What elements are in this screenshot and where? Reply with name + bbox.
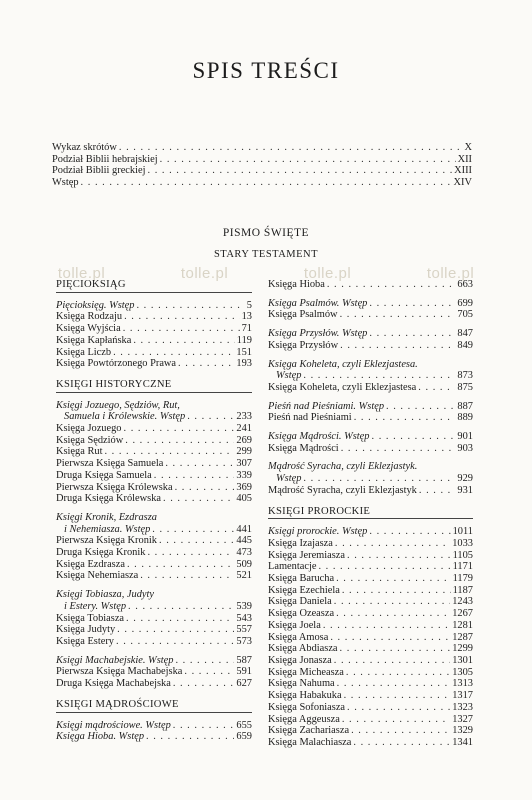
toc-entry[interactable] bbox=[56, 636, 252, 648]
toc-entry-label: Księga Sędziów bbox=[56, 434, 124, 446]
toc-entry[interactable] bbox=[56, 678, 252, 690]
toc-block bbox=[268, 328, 473, 351]
toc-entry[interactable] bbox=[56, 411, 252, 423]
leader-dots bbox=[159, 535, 234, 547]
toc-entry[interactable] bbox=[56, 335, 252, 347]
watermark-text: tolle.pl bbox=[426, 265, 475, 282]
toc-entry-page: 875 bbox=[457, 381, 473, 393]
toc-entry-label: Pięcioksięg. Wstęp bbox=[56, 299, 135, 311]
toc-entry-page: 1011 bbox=[452, 526, 473, 538]
leader-dots bbox=[344, 690, 451, 702]
leader-dots bbox=[148, 165, 453, 177]
toc-entry-page: 903 bbox=[457, 442, 473, 454]
leader-dots bbox=[347, 702, 450, 714]
toc-entry[interactable] bbox=[56, 624, 252, 636]
toc-entry-label: Księga Nahuma bbox=[268, 678, 335, 690]
toc-entry[interactable] bbox=[268, 382, 473, 394]
toc-entry-page: 663 bbox=[457, 279, 473, 290]
toc-entry-label: Pierwsza Księga Machabejska bbox=[56, 666, 183, 678]
leader-dots bbox=[323, 620, 450, 632]
leader-dots bbox=[128, 601, 234, 613]
toc-block bbox=[56, 720, 252, 743]
leader-dots bbox=[127, 559, 234, 571]
toc-entry-page: 889 bbox=[457, 412, 473, 424]
toc-block bbox=[56, 300, 252, 370]
leader-dots bbox=[117, 624, 234, 636]
toc-entry-label: Pierwsza Księga Kronik bbox=[56, 535, 157, 547]
toc-entry[interactable] bbox=[56, 470, 252, 482]
toc-block bbox=[56, 512, 252, 582]
toc-entry-label: Księga Przysłów. Wstęp bbox=[268, 328, 368, 340]
toc-entry-label: Księga Abdiasza bbox=[268, 643, 338, 655]
prelim-list bbox=[52, 142, 472, 188]
toc-entry-page: 1281 bbox=[452, 619, 473, 631]
toc-entry[interactable] bbox=[268, 279, 473, 291]
toc-entry[interactable] bbox=[268, 328, 473, 340]
toc-entry-label: Księga Joela bbox=[268, 619, 321, 631]
toc-entry-label: Księgi Machabejskie. Wstęp bbox=[56, 654, 174, 666]
toc-entry-page: 705 bbox=[457, 309, 473, 321]
leader-dots bbox=[187, 411, 234, 423]
leader-dots bbox=[340, 309, 456, 321]
toc-entry-page: 1267 bbox=[452, 608, 473, 620]
toc-entry-page: 539 bbox=[236, 600, 252, 612]
toc-entry[interactable] bbox=[268, 473, 473, 485]
leader-dots bbox=[165, 458, 234, 470]
toc-entry-label: Księga Daniela bbox=[268, 596, 332, 608]
toc-entry-line bbox=[268, 359, 473, 371]
toc-rows bbox=[268, 382, 473, 394]
toc-entry[interactable] bbox=[268, 340, 473, 352]
toc-entry-line bbox=[268, 461, 473, 473]
toc-entry-label: Księgi prorockie. Wstęp bbox=[268, 526, 368, 538]
section-heading-prorockie: KSIĘGI PROROCKIE bbox=[268, 506, 473, 520]
toc-entry[interactable] bbox=[268, 667, 473, 679]
watermark-text: tolle.pl bbox=[57, 265, 106, 282]
toc-entry-label: Księga Powtórzonego Prawa bbox=[56, 358, 177, 370]
toc-entry-label: Księgi Jozuego, Sędziów, Rut, bbox=[56, 399, 180, 411]
toc-entry[interactable] bbox=[52, 142, 472, 154]
leader-dots bbox=[369, 298, 455, 310]
leader-dots bbox=[303, 473, 455, 485]
toc-entry-page: XIII bbox=[454, 165, 472, 177]
toc-entry[interactable] bbox=[52, 154, 472, 166]
toc-entry-page: 849 bbox=[457, 339, 473, 351]
toc-rows bbox=[56, 535, 252, 582]
leader-dots bbox=[336, 573, 451, 585]
toc-entry-label: Księga Barucha bbox=[268, 573, 335, 585]
toc-entry[interactable] bbox=[56, 601, 252, 613]
leader-dots bbox=[351, 725, 450, 737]
toc-entry[interactable] bbox=[268, 620, 473, 632]
toc-entry-page: 241 bbox=[236, 423, 252, 435]
toc-entry-line bbox=[56, 512, 252, 524]
toc-entry-page: 699 bbox=[457, 297, 473, 309]
toc-entry[interactable] bbox=[268, 690, 473, 702]
toc-entry-label: Lamentacje bbox=[268, 561, 317, 573]
toc-entry-page: 71 bbox=[241, 323, 252, 335]
toc-entry-label: Księga Hioba bbox=[268, 279, 325, 290]
toc-entry[interactable] bbox=[268, 573, 473, 585]
toc-entry-page: 1313 bbox=[452, 678, 473, 690]
leader-dots bbox=[175, 482, 235, 494]
leader-dots bbox=[152, 524, 234, 536]
toc-entry[interactable] bbox=[56, 300, 252, 312]
toc-entry-page: 887 bbox=[457, 400, 473, 412]
toc-entry[interactable] bbox=[268, 485, 473, 497]
toc-block bbox=[56, 655, 252, 690]
toc-entry-label: Księga Ezdrasza bbox=[56, 558, 125, 570]
toc-entry-label: Druga Księga Kronik bbox=[56, 547, 146, 559]
toc-entry[interactable] bbox=[268, 608, 473, 620]
toc-rows bbox=[56, 423, 252, 505]
toc-entry[interactable] bbox=[268, 412, 473, 424]
toc-entry[interactable] bbox=[268, 370, 473, 382]
toc-entry-page: 441 bbox=[236, 523, 252, 535]
toc-entry-page: 901 bbox=[457, 431, 473, 443]
leader-dots bbox=[335, 538, 450, 550]
toc-entry-page: 1243 bbox=[452, 596, 473, 608]
toc-entry-label: Druga Księga Królewska bbox=[56, 493, 162, 505]
toc-entry-label: Księgi mądrościowe. Wstęp bbox=[56, 719, 171, 731]
toc-entry[interactable] bbox=[56, 613, 252, 625]
toc-entry-page: 627 bbox=[236, 678, 252, 690]
toc-entry-page: 405 bbox=[236, 493, 252, 505]
toc-entry-page: 119 bbox=[236, 334, 252, 346]
toc-entry[interactable] bbox=[268, 309, 473, 321]
toc-entry-label: Druga Księga Machabejska bbox=[56, 678, 171, 690]
toc-entry-label: Podział Biblii greckiej bbox=[52, 165, 146, 177]
leader-dots bbox=[133, 335, 234, 347]
toc-entry[interactable] bbox=[268, 298, 473, 310]
leader-dots bbox=[418, 382, 455, 394]
toc-entry-label: Księga Izajasza bbox=[268, 537, 333, 549]
toc-block bbox=[268, 431, 473, 454]
leader-dots bbox=[334, 596, 450, 608]
toc-entry[interactable] bbox=[56, 311, 252, 323]
leader-dots bbox=[173, 678, 235, 690]
toc-entry-page: 659 bbox=[236, 731, 252, 743]
toc-entry-label: Wstęp bbox=[276, 370, 302, 382]
leader-dots bbox=[173, 720, 235, 732]
toc-entry[interactable] bbox=[56, 493, 252, 505]
leader-dots bbox=[340, 340, 455, 352]
toc-entry[interactable] bbox=[56, 435, 252, 447]
toc-entry[interactable] bbox=[268, 596, 473, 608]
leader-dots bbox=[116, 636, 234, 648]
toc-entry-label: Księga Ozeasza bbox=[268, 608, 335, 620]
toc-entry-page: 873 bbox=[457, 370, 473, 382]
toc-entry[interactable] bbox=[268, 737, 473, 749]
toc-entry-label: Księga Psalmów bbox=[268, 309, 338, 321]
toc-entry[interactable] bbox=[56, 458, 252, 470]
toc-entry-label: Księga Sofoniasza bbox=[268, 701, 346, 713]
toc-entry-page: 587 bbox=[236, 654, 252, 666]
pismo-swiete-heading: PISMO ŚWIĘTE bbox=[222, 227, 310, 239]
toc-entry-label: Księga Kapłańska bbox=[56, 334, 132, 346]
toc-entry-label: Księga Micheasza bbox=[268, 666, 344, 678]
toc-block bbox=[268, 298, 473, 321]
watermark-text: tolle.pl bbox=[180, 265, 229, 282]
toc-block bbox=[268, 526, 473, 748]
toc-entry-page: 269 bbox=[236, 434, 252, 446]
toc-entry[interactable] bbox=[268, 401, 473, 413]
toc-entry-label: Księga Judyty bbox=[56, 624, 116, 636]
toc-entry-label: Księga Habakuka bbox=[268, 690, 342, 702]
toc-entry-page: 473 bbox=[236, 547, 252, 559]
toc-entry-label: Księga Hioba. Wstęp bbox=[56, 731, 145, 743]
toc-entry[interactable] bbox=[268, 702, 473, 714]
toc-entry-label: Księga Rodzaju bbox=[56, 311, 123, 323]
toc-block bbox=[56, 400, 252, 505]
toc-entry-label: Pieśń nad Pieśniami. Wstęp bbox=[268, 400, 385, 412]
leader-dots bbox=[160, 154, 456, 166]
toc-entry-label: Podział Biblii hebrajskiej bbox=[52, 153, 158, 165]
toc-entry-label: Księga Koheleta, czyli Eklezjastesa. bbox=[268, 358, 418, 370]
toc-entry[interactable] bbox=[268, 725, 473, 737]
toc-entry-page: 1323 bbox=[452, 701, 473, 713]
toc-block bbox=[268, 461, 473, 496]
toc-entry[interactable] bbox=[56, 655, 252, 667]
section-heading-madrosciowe: KSIĘGI MĄDROŚCIOWE bbox=[56, 699, 252, 713]
toc-entry-line bbox=[56, 400, 252, 412]
toc-entry-label: Wstęp bbox=[52, 176, 79, 188]
toc-entry-page: 5 bbox=[246, 299, 252, 311]
toc-entry[interactable] bbox=[52, 177, 472, 189]
leader-dots bbox=[353, 737, 450, 749]
toc-entry-page: 13 bbox=[241, 311, 252, 323]
toc-block bbox=[56, 589, 252, 648]
toc-entry-page: 1317 bbox=[452, 690, 473, 702]
leader-dots bbox=[342, 714, 450, 726]
leader-dots bbox=[146, 731, 234, 743]
toc-entry-label: Księga Nehemiasza bbox=[56, 570, 139, 582]
toc-entry[interactable] bbox=[56, 720, 252, 732]
toc-entry-label: Księga Zachariasza bbox=[268, 725, 350, 737]
toc-entry[interactable] bbox=[268, 538, 473, 550]
toc-entry-label: Księga Wyjścia bbox=[56, 323, 121, 335]
section-heading-pieciksiag: PIĘCIOKSIĄG bbox=[56, 279, 252, 293]
toc-entry-label: Księgi Tobiasza, Judyty bbox=[56, 589, 155, 601]
toc-entry-line bbox=[56, 589, 252, 601]
leader-dots bbox=[334, 655, 450, 667]
toc-entry-page: 543 bbox=[236, 612, 252, 624]
leader-dots bbox=[337, 678, 451, 690]
toc-entry[interactable] bbox=[56, 570, 252, 582]
leader-dots bbox=[126, 613, 234, 625]
toc-entry[interactable] bbox=[268, 643, 473, 655]
toc-block bbox=[268, 359, 473, 394]
leader-dots bbox=[372, 431, 456, 443]
watermark-text: tolle.pl bbox=[303, 265, 352, 282]
toc-entry-label: Księga Mądrości. Wstęp bbox=[268, 431, 370, 443]
toc-entry-page: 307 bbox=[236, 458, 252, 470]
toc-entry-page: 1179 bbox=[452, 573, 473, 585]
toc-entry-page: 369 bbox=[236, 481, 252, 493]
leader-dots bbox=[178, 358, 234, 370]
leader-dots bbox=[147, 547, 234, 559]
toc-entry-label: Pieśń nad Pieśniami bbox=[268, 412, 352, 424]
toc-entry-page: 1033 bbox=[452, 537, 473, 549]
toc-entry[interactable] bbox=[268, 561, 473, 573]
toc-entry-label: Wykaz skrótów bbox=[52, 142, 117, 153]
page-title: SPIS TREŚCI bbox=[192, 58, 340, 83]
toc-entry[interactable] bbox=[56, 423, 252, 435]
toc-entry-label: Pierwsza Księga Samuela bbox=[56, 458, 164, 470]
toc-entry[interactable] bbox=[268, 678, 473, 690]
leader-dots bbox=[369, 526, 450, 538]
toc-entry[interactable] bbox=[56, 524, 252, 536]
leader-dots bbox=[140, 570, 234, 582]
toc-entry-label: Księga Przysłów bbox=[268, 339, 339, 351]
toc-entry-label: Księga Jonasza bbox=[268, 654, 332, 666]
leader-dots bbox=[419, 485, 456, 497]
leader-dots bbox=[341, 443, 456, 455]
toc-entry[interactable] bbox=[56, 535, 252, 547]
toc-entry-label: Samuela i Królewskie. Wstęp bbox=[64, 411, 186, 423]
toc-entry-page: X bbox=[464, 142, 472, 153]
leader-dots bbox=[342, 585, 451, 597]
toc-entry-label: Mądrość Syracha, czyli Eklezjastyk bbox=[268, 484, 417, 496]
toc-entry-label: i Estery. Wstęp bbox=[64, 600, 127, 612]
toc-entry-page: 929 bbox=[457, 473, 473, 485]
toc-entry-page: 655 bbox=[236, 719, 252, 731]
toc-entry[interactable] bbox=[268, 714, 473, 726]
toc-entry-label: Pierwsza Księga Królewska bbox=[56, 481, 173, 493]
leader-dots bbox=[336, 608, 450, 620]
toc-entry-page: 1305 bbox=[452, 666, 473, 678]
toc-rows bbox=[56, 613, 252, 648]
toc-entry[interactable] bbox=[268, 443, 473, 455]
leader-dots bbox=[369, 328, 455, 340]
toc-entry-label: Księga Malachiasza bbox=[268, 736, 352, 748]
toc-block bbox=[268, 401, 473, 424]
toc-entry-page: 509 bbox=[236, 558, 252, 570]
toc-entry-page: 591 bbox=[236, 666, 252, 678]
toc-entry-label: Księga Jozuego bbox=[56, 423, 122, 435]
toc-entry-page: 1171 bbox=[452, 561, 473, 573]
toc-entry[interactable] bbox=[56, 446, 252, 458]
toc-entry[interactable] bbox=[268, 655, 473, 667]
toc-entry-label: Księga Amosa bbox=[268, 631, 329, 643]
leader-dots bbox=[318, 561, 450, 573]
toc-entry[interactable] bbox=[268, 526, 473, 538]
toc-entry-label: i Nehemiasza. Wstęp bbox=[64, 523, 151, 535]
leader-dots bbox=[123, 323, 240, 335]
toc-entry-label: Księga Estery bbox=[56, 635, 114, 647]
toc-entry-page: 1327 bbox=[452, 713, 473, 725]
toc-entry[interactable] bbox=[56, 559, 252, 571]
toc-entry-label: Księga Tobiasza bbox=[56, 612, 125, 624]
toc-entry-page: 573 bbox=[236, 635, 252, 647]
leader-dots bbox=[113, 347, 234, 359]
leader-dots bbox=[163, 493, 234, 505]
toc-entry-page: 557 bbox=[236, 624, 252, 636]
toc-entry-page: 1287 bbox=[452, 631, 473, 643]
toc-entry-page: 1299 bbox=[452, 643, 473, 655]
toc-entry-label: Wstęp bbox=[276, 473, 302, 485]
toc-entry-label: Księgi Kronik, Ezdrasza bbox=[56, 511, 157, 523]
toc-entry[interactable] bbox=[268, 431, 473, 443]
toc-left-column bbox=[56, 279, 252, 743]
toc-right-column bbox=[268, 279, 473, 749]
leader-dots bbox=[175, 655, 234, 667]
toc-entry-page: 1301 bbox=[452, 654, 473, 666]
toc-entry-page: XII bbox=[457, 153, 472, 165]
toc-entry-page: 1105 bbox=[452, 549, 473, 561]
leader-dots bbox=[124, 311, 240, 323]
toc-entry[interactable] bbox=[268, 632, 473, 644]
toc-entry-page: 339 bbox=[236, 469, 252, 481]
toc-entry[interactable] bbox=[56, 731, 252, 743]
toc-entry-page: 847 bbox=[457, 328, 473, 340]
leader-dots bbox=[154, 470, 235, 482]
toc-entry-label: Mądrość Syracha, czyli Eklezjastyk. bbox=[268, 461, 418, 473]
toc-rows bbox=[268, 485, 473, 497]
leader-dots bbox=[330, 632, 450, 644]
leader-dots bbox=[81, 177, 452, 189]
toc-entry-label: Księga Koheleta, czyli Eklezjastesa bbox=[268, 381, 417, 393]
leader-dots bbox=[386, 401, 455, 413]
toc-entry-page: 1341 bbox=[452, 736, 473, 748]
leader-dots bbox=[136, 300, 244, 312]
leader-dots bbox=[104, 446, 234, 458]
toc-entry[interactable] bbox=[56, 347, 252, 359]
leader-dots bbox=[347, 550, 451, 562]
leader-dots bbox=[346, 667, 450, 679]
toc-entry-page: 299 bbox=[236, 446, 252, 458]
toc-entry-page: 931 bbox=[457, 484, 473, 496]
toc-block bbox=[268, 279, 473, 291]
toc-entry[interactable] bbox=[56, 547, 252, 559]
toc-entry[interactable] bbox=[56, 666, 252, 678]
toc-entry[interactable] bbox=[56, 482, 252, 494]
toc-entry-page: 151 bbox=[236, 346, 252, 358]
leader-dots bbox=[124, 423, 235, 435]
leader-dots bbox=[340, 643, 451, 655]
leader-dots bbox=[327, 279, 456, 291]
toc-entry[interactable] bbox=[268, 550, 473, 562]
toc-entry-page: 233 bbox=[236, 411, 252, 423]
toc-entry-label: Księga Aggeusza bbox=[268, 713, 340, 725]
toc-entry-page: XIV bbox=[453, 176, 472, 188]
toc-entry-label: Druga Księga Samuela bbox=[56, 469, 152, 481]
toc-entry[interactable] bbox=[268, 585, 473, 597]
leader-dots bbox=[184, 666, 234, 678]
toc-entry-label: Księga Ezechiela bbox=[268, 584, 340, 596]
leader-dots bbox=[303, 370, 455, 382]
leader-dots bbox=[119, 142, 463, 154]
stary-testament-heading: STARY TESTAMENT bbox=[213, 249, 319, 260]
toc-entry-label: Księga Mądrości bbox=[268, 442, 339, 454]
toc-entry-label: Księga Jeremiasza bbox=[268, 549, 346, 561]
leader-dots bbox=[354, 412, 456, 424]
toc-entry-page: 193 bbox=[236, 358, 252, 370]
leader-dots bbox=[125, 435, 234, 447]
toc-entry[interactable] bbox=[56, 358, 252, 370]
toc-entry-label: Księga Rut bbox=[56, 446, 103, 458]
toc-entry-page: 1329 bbox=[452, 725, 473, 737]
toc-entry-page: 1187 bbox=[452, 584, 473, 596]
section-heading-historyczne: KSIĘGI HISTORYCZNE bbox=[56, 379, 252, 393]
toc-entry[interactable] bbox=[52, 165, 472, 177]
toc-entry[interactable] bbox=[56, 323, 252, 335]
toc-entry-page: 521 bbox=[236, 570, 252, 582]
toc-entry-label: Księga Psalmów. Wstęp bbox=[268, 297, 368, 309]
toc-entry-label: Księga Liczb bbox=[56, 346, 112, 358]
toc-entry-page: 445 bbox=[236, 535, 252, 547]
